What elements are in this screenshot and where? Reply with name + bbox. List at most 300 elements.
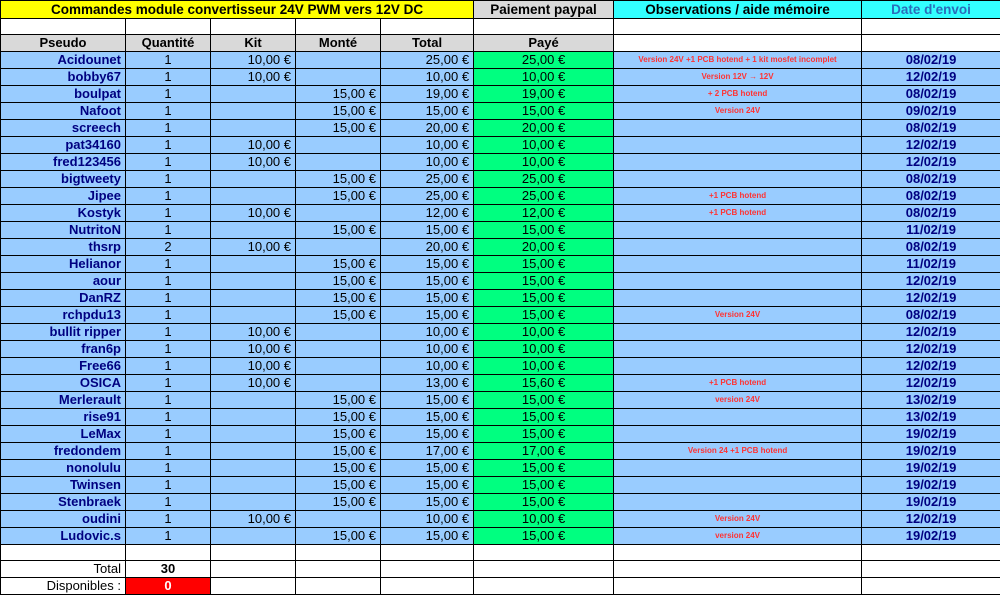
kit-cell[interactable]: [211, 103, 296, 120]
pseudo-cell[interactable]: Jipee: [1, 188, 126, 205]
monte-cell[interactable]: [296, 154, 381, 171]
total-cell[interactable]: 15,00 €: [381, 103, 474, 120]
col-observations-blank[interactable]: [614, 35, 862, 52]
pseudo-cell[interactable]: DanRZ: [1, 290, 126, 307]
observation-cell[interactable]: version 24V: [614, 528, 862, 545]
kit-cell[interactable]: [211, 86, 296, 103]
pseudo-cell[interactable]: Ludovic.s: [1, 528, 126, 545]
paid-cell[interactable]: 20,00 €: [474, 239, 614, 256]
total-cell[interactable]: 15,00 €: [381, 222, 474, 239]
table-row: [1, 256, 1000, 273]
kit-cell[interactable]: [211, 392, 296, 409]
kit-cell[interactable]: 10,00 €: [211, 511, 296, 528]
table-row: [1, 188, 1000, 205]
date-cell[interactable]: 08/02/19: [862, 307, 1000, 324]
kit-cell[interactable]: 10,00 €: [211, 205, 296, 222]
blank-row: [1, 545, 1000, 561]
monte-cell[interactable]: 15,00 €: [296, 256, 381, 273]
quantity-cell[interactable]: 1: [126, 290, 211, 307]
table-row: [1, 392, 1000, 409]
observation-cell[interactable]: Version 12V → 12V: [614, 69, 862, 86]
pseudo-cell[interactable]: pat34160: [1, 137, 126, 154]
date-cell[interactable]: 12/02/19: [862, 154, 1000, 171]
paid-cell[interactable]: 19,00 €: [474, 86, 614, 103]
date-cell[interactable]: 08/02/19: [862, 120, 1000, 137]
quantity-cell[interactable]: 1: [126, 205, 211, 222]
paid-cell[interactable]: 15,00 €: [474, 103, 614, 120]
date-cell[interactable]: 08/02/19: [862, 188, 1000, 205]
observation-cell[interactable]: Version 24V: [614, 103, 862, 120]
table-row: [1, 443, 1000, 460]
total-cell[interactable]: 12,00 €: [381, 205, 474, 222]
total-cell[interactable]: 15,00 €: [381, 477, 474, 494]
sheet-title[interactable]: Commandes module convertisseur 24V PWM vers 12V DC: [1, 1, 474, 19]
empty-cell[interactable]: [381, 561, 474, 578]
date-cell[interactable]: 12/02/19: [862, 324, 1000, 341]
total-cell[interactable]: 15,00 €: [381, 528, 474, 545]
quantity-cell[interactable]: 1: [126, 52, 211, 69]
observation-cell[interactable]: [614, 154, 862, 171]
paid-cell[interactable]: 10,00 €: [474, 137, 614, 154]
quantity-cell[interactable]: 1: [126, 86, 211, 103]
paid-cell[interactable]: 25,00 €: [474, 52, 614, 69]
date-cell[interactable]: 12/02/19: [862, 511, 1000, 528]
col-total[interactable]: Total: [381, 35, 474, 52]
table-row: [1, 52, 1000, 69]
quantity-cell[interactable]: 1: [126, 307, 211, 324]
available-value[interactable]: 0: [126, 578, 211, 595]
pseudo-cell[interactable]: thsrp: [1, 239, 126, 256]
observation-cell[interactable]: Version 24V: [614, 307, 862, 324]
kit-cell[interactable]: [211, 528, 296, 545]
kit-cell[interactable]: [211, 120, 296, 137]
pseudo-cell[interactable]: boulpat: [1, 86, 126, 103]
paid-cell[interactable]: 10,00 €: [474, 511, 614, 528]
empty-cell[interactable]: [296, 561, 381, 578]
paid-cell[interactable]: 15,60 €: [474, 375, 614, 392]
kit-cell[interactable]: 10,00 €: [211, 52, 296, 69]
empty-cell[interactable]: [862, 561, 1000, 578]
quantity-cell[interactable]: 1: [126, 511, 211, 528]
observation-cell[interactable]: [614, 137, 862, 154]
kit-cell[interactable]: 10,00 €: [211, 358, 296, 375]
table-row: [1, 511, 1000, 528]
date-cell[interactable]: 12/02/19: [862, 341, 1000, 358]
monte-cell[interactable]: 15,00 €: [296, 222, 381, 239]
quantity-cell[interactable]: 1: [126, 222, 211, 239]
date-cell[interactable]: 11/02/19: [862, 256, 1000, 273]
total-cell[interactable]: 10,00 €: [381, 324, 474, 341]
kit-cell[interactable]: 10,00 €: [211, 137, 296, 154]
kit-cell[interactable]: [211, 443, 296, 460]
monte-cell[interactable]: [296, 69, 381, 86]
monte-cell[interactable]: 15,00 €: [296, 171, 381, 188]
observation-cell[interactable]: [614, 290, 862, 307]
col-monte[interactable]: Monté: [296, 35, 381, 52]
col-pseudo[interactable]: Pseudo: [1, 35, 126, 52]
monte-cell[interactable]: [296, 375, 381, 392]
pseudo-cell[interactable]: oudini: [1, 511, 126, 528]
quantity-cell[interactable]: 1: [126, 154, 211, 171]
quantity-cell[interactable]: 1: [126, 392, 211, 409]
pseudo-cell[interactable]: fredondem: [1, 443, 126, 460]
empty-cell[interactable]: [381, 545, 474, 561]
pseudo-cell[interactable]: Helianor: [1, 256, 126, 273]
kit-cell[interactable]: [211, 409, 296, 426]
quantity-cell[interactable]: 1: [126, 494, 211, 511]
monte-cell[interactable]: 15,00 €: [296, 307, 381, 324]
pseudo-cell[interactable]: aour: [1, 273, 126, 290]
observation-cell[interactable]: [614, 358, 862, 375]
quantity-cell[interactable]: 1: [126, 137, 211, 154]
pseudo-cell[interactable]: rise91: [1, 409, 126, 426]
total-cell[interactable]: 15,00 €: [381, 392, 474, 409]
total-cell[interactable]: 15,00 €: [381, 409, 474, 426]
date-cell[interactable]: 12/02/19: [862, 375, 1000, 392]
date-cell[interactable]: 08/02/19: [862, 239, 1000, 256]
observation-cell[interactable]: [614, 460, 862, 477]
kit-cell[interactable]: [211, 307, 296, 324]
paid-cell[interactable]: 10,00 €: [474, 154, 614, 171]
table-row: [1, 137, 1000, 154]
pseudo-cell[interactable]: Acidounet: [1, 52, 126, 69]
col-quantite[interactable]: Quantité: [126, 35, 211, 52]
quantity-cell[interactable]: 1: [126, 188, 211, 205]
monte-cell[interactable]: 15,00 €: [296, 494, 381, 511]
empty-cell[interactable]: [614, 561, 862, 578]
observation-cell[interactable]: [614, 494, 862, 511]
monte-cell[interactable]: [296, 205, 381, 222]
table-row: [1, 426, 1000, 443]
pseudo-cell[interactable]: NutritoN: [1, 222, 126, 239]
observation-cell[interactable]: Version 24V +1 PCB hotend + 1 kit mosfet incomplet: [614, 52, 862, 69]
empty-cell[interactable]: [381, 578, 474, 595]
date-cell[interactable]: 13/02/19: [862, 392, 1000, 409]
empty-cell[interactable]: [474, 561, 614, 578]
paid-cell[interactable]: 15,00 €: [474, 494, 614, 511]
available-row: [1, 578, 1000, 595]
observation-cell[interactable]: version 24V: [614, 392, 862, 409]
observation-cell[interactable]: [614, 120, 862, 137]
date-cell[interactable]: 08/02/19: [862, 86, 1000, 103]
pseudo-cell[interactable]: nonolulu: [1, 460, 126, 477]
observation-cell[interactable]: [614, 256, 862, 273]
paid-cell[interactable]: 20,00 €: [474, 120, 614, 137]
col-paye[interactable]: Payé: [474, 35, 614, 52]
kit-cell[interactable]: [211, 290, 296, 307]
pseudo-cell[interactable]: bullit ripper: [1, 324, 126, 341]
monte-cell[interactable]: 15,00 €: [296, 426, 381, 443]
empty-cell[interactable]: [1, 19, 126, 35]
pseudo-cell[interactable]: bigtweety: [1, 171, 126, 188]
empty-cell[interactable]: [474, 19, 614, 35]
date-cell[interactable]: 08/02/19: [862, 171, 1000, 188]
pseudo-cell[interactable]: screech: [1, 120, 126, 137]
quantity-cell[interactable]: 1: [126, 358, 211, 375]
quantity-cell[interactable]: 1: [126, 120, 211, 137]
total-cell[interactable]: 19,00 €: [381, 86, 474, 103]
date-cell[interactable]: 08/02/19: [862, 205, 1000, 222]
empty-cell[interactable]: [211, 578, 296, 595]
observation-cell[interactable]: [614, 341, 862, 358]
observation-cell[interactable]: + 2 PCB hotend: [614, 86, 862, 103]
total-label[interactable]: Total: [1, 561, 126, 578]
pseudo-cell[interactable]: OSICA: [1, 375, 126, 392]
total-cell[interactable]: 10,00 €: [381, 69, 474, 86]
table-row: [1, 324, 1000, 341]
total-cell[interactable]: 15,00 €: [381, 256, 474, 273]
table-row: [1, 222, 1000, 239]
empty-cell[interactable]: [862, 578, 1000, 595]
total-cell[interactable]: 10,00 €: [381, 511, 474, 528]
pseudo-cell[interactable]: fran6p: [1, 341, 126, 358]
date-cell[interactable]: 12/02/19: [862, 358, 1000, 375]
total-cell[interactable]: 15,00 €: [381, 307, 474, 324]
kit-cell[interactable]: 10,00 €: [211, 341, 296, 358]
empty-cell[interactable]: [211, 545, 296, 561]
empty-cell[interactable]: [211, 561, 296, 578]
quantity-cell[interactable]: 1: [126, 460, 211, 477]
pseudo-cell[interactable]: bobby67: [1, 69, 126, 86]
total-cell[interactable]: 25,00 €: [381, 188, 474, 205]
monte-cell[interactable]: 15,00 €: [296, 86, 381, 103]
column-header-row: [1, 35, 1000, 52]
total-cell[interactable]: 10,00 €: [381, 154, 474, 171]
monte-cell[interactable]: 15,00 €: [296, 120, 381, 137]
empty-cell[interactable]: [614, 578, 862, 595]
empty-cell[interactable]: [126, 545, 211, 561]
total-cell[interactable]: 20,00 €: [381, 120, 474, 137]
empty-cell[interactable]: [296, 545, 381, 561]
monte-cell[interactable]: 15,00 €: [296, 409, 381, 426]
date-cell[interactable]: 19/02/19: [862, 426, 1000, 443]
quantity-cell[interactable]: 1: [126, 443, 211, 460]
table-row: [1, 290, 1000, 307]
kit-cell[interactable]: [211, 426, 296, 443]
monte-cell[interactable]: [296, 137, 381, 154]
col-date-blank[interactable]: [862, 35, 1000, 52]
total-cell[interactable]: 15,00 €: [381, 494, 474, 511]
observation-cell[interactable]: Version 24 +1 PCB hotend: [614, 443, 862, 460]
observation-cell[interactable]: +1 PCB hotend: [614, 205, 862, 222]
empty-cell[interactable]: [296, 578, 381, 595]
monte-cell[interactable]: 15,00 €: [296, 103, 381, 120]
empty-cell[interactable]: [862, 545, 1000, 561]
paid-cell[interactable]: 15,00 €: [474, 290, 614, 307]
observation-cell[interactable]: [614, 273, 862, 290]
table-row: [1, 477, 1000, 494]
paid-cell[interactable]: 15,00 €: [474, 392, 614, 409]
empty-cell[interactable]: [474, 545, 614, 561]
blank-row: [1, 19, 1000, 35]
quantity-cell[interactable]: 1: [126, 103, 211, 120]
pseudo-cell[interactable]: rchpdu13: [1, 307, 126, 324]
monte-cell[interactable]: 15,00 €: [296, 392, 381, 409]
total-cell[interactable]: 10,00 €: [381, 137, 474, 154]
monte-cell[interactable]: 15,00 €: [296, 528, 381, 545]
table-row: [1, 273, 1000, 290]
date-cell[interactable]: 12/02/19: [862, 69, 1000, 86]
kit-cell[interactable]: 10,00 €: [211, 69, 296, 86]
date-cell[interactable]: 08/02/19: [862, 52, 1000, 69]
table-row: [1, 86, 1000, 103]
total-cell[interactable]: 25,00 €: [381, 171, 474, 188]
observation-cell[interactable]: [614, 409, 862, 426]
quantity-cell[interactable]: 2: [126, 239, 211, 256]
observation-cell[interactable]: [614, 239, 862, 256]
paid-cell[interactable]: 15,00 €: [474, 256, 614, 273]
kit-cell[interactable]: 10,00 €: [211, 375, 296, 392]
date-cell[interactable]: 19/02/19: [862, 494, 1000, 511]
paid-cell[interactable]: 15,00 €: [474, 222, 614, 239]
quantity-cell[interactable]: 1: [126, 477, 211, 494]
kit-cell[interactable]: [211, 494, 296, 511]
paid-cell[interactable]: 15,00 €: [474, 307, 614, 324]
monte-cell[interactable]: [296, 358, 381, 375]
table-row: [1, 120, 1000, 137]
col-kit[interactable]: Kit: [211, 35, 296, 52]
empty-cell[interactable]: [474, 578, 614, 595]
total-cell[interactable]: 10,00 €: [381, 341, 474, 358]
empty-cell[interactable]: [126, 19, 211, 35]
kit-cell[interactable]: [211, 171, 296, 188]
paid-cell[interactable]: 12,00 €: [474, 205, 614, 222]
total-cell[interactable]: 15,00 €: [381, 273, 474, 290]
observation-cell[interactable]: [614, 426, 862, 443]
monte-cell[interactable]: 15,00 €: [296, 477, 381, 494]
pseudo-cell[interactable]: LeMax: [1, 426, 126, 443]
quantity-cell[interactable]: 1: [126, 171, 211, 188]
empty-cell[interactable]: [296, 19, 381, 35]
observation-cell[interactable]: [614, 324, 862, 341]
monte-cell[interactable]: [296, 341, 381, 358]
observation-cell[interactable]: [614, 222, 862, 239]
date-cell[interactable]: 12/02/19: [862, 290, 1000, 307]
paid-cell[interactable]: 15,00 €: [474, 460, 614, 477]
total-cell[interactable]: 15,00 €: [381, 460, 474, 477]
date-cell[interactable]: 09/02/19: [862, 103, 1000, 120]
date-cell[interactable]: 11/02/19: [862, 222, 1000, 239]
quantity-cell[interactable]: 1: [126, 69, 211, 86]
empty-cell[interactable]: [1, 545, 126, 561]
total-cell[interactable]: 25,00 €: [381, 52, 474, 69]
empty-cell[interactable]: [614, 545, 862, 561]
paid-cell[interactable]: 15,00 €: [474, 273, 614, 290]
quantity-cell[interactable]: 1: [126, 341, 211, 358]
monte-cell[interactable]: 15,00 €: [296, 460, 381, 477]
kit-cell[interactable]: [211, 477, 296, 494]
quantity-cell[interactable]: 1: [126, 324, 211, 341]
paid-cell[interactable]: 25,00 €: [474, 188, 614, 205]
observation-cell[interactable]: Version 24V: [614, 511, 862, 528]
observation-cell[interactable]: +1 PCB hotend: [614, 375, 862, 392]
total-cell[interactable]: 15,00 €: [381, 290, 474, 307]
pseudo-cell[interactable]: Stenbraek: [1, 494, 126, 511]
date-header[interactable]: Date d'envoi: [862, 1, 1000, 19]
observations-header[interactable]: Observations / aide mémoire: [614, 1, 862, 19]
paid-cell[interactable]: 25,00 €: [474, 171, 614, 188]
date-cell[interactable]: 12/02/19: [862, 137, 1000, 154]
paid-cell[interactable]: 15,00 €: [474, 528, 614, 545]
paid-cell[interactable]: 15,00 €: [474, 409, 614, 426]
payment-header[interactable]: Paiement paypal: [474, 1, 614, 19]
kit-cell[interactable]: [211, 256, 296, 273]
date-cell[interactable]: 13/02/19: [862, 409, 1000, 426]
monte-cell[interactable]: 15,00 €: [296, 290, 381, 307]
kit-cell[interactable]: 10,00 €: [211, 239, 296, 256]
date-cell[interactable]: 12/02/19: [862, 273, 1000, 290]
pseudo-cell[interactable]: Merlerault: [1, 392, 126, 409]
quantity-cell[interactable]: 1: [126, 273, 211, 290]
pseudo-cell[interactable]: Nafoot: [1, 103, 126, 120]
paid-cell[interactable]: 15,00 €: [474, 477, 614, 494]
title-row: [1, 1, 1000, 19]
quantity-cell[interactable]: 1: [126, 256, 211, 273]
date-cell[interactable]: 19/02/19: [862, 443, 1000, 460]
observation-cell[interactable]: [614, 171, 862, 188]
pseudo-cell[interactable]: fred123456: [1, 154, 126, 171]
empty-cell[interactable]: [381, 19, 474, 35]
paid-cell[interactable]: 10,00 €: [474, 341, 614, 358]
total-row: [1, 561, 1000, 578]
quantity-cell[interactable]: 1: [126, 528, 211, 545]
date-cell[interactable]: 19/02/19: [862, 528, 1000, 545]
paid-cell[interactable]: 17,00 €: [474, 443, 614, 460]
quantity-cell[interactable]: 1: [126, 409, 211, 426]
pseudo-cell[interactable]: Free66: [1, 358, 126, 375]
empty-cell[interactable]: [211, 19, 296, 35]
total-value[interactable]: 30: [126, 561, 211, 578]
total-cell[interactable]: 17,00 €: [381, 443, 474, 460]
kit-cell[interactable]: [211, 188, 296, 205]
table-row: [1, 528, 1000, 545]
monte-cell[interactable]: [296, 52, 381, 69]
observation-cell[interactable]: +1 PCB hotend: [614, 188, 862, 205]
monte-cell[interactable]: 15,00 €: [296, 443, 381, 460]
empty-cell[interactable]: [614, 19, 862, 35]
available-label[interactable]: Disponibles :: [1, 578, 126, 595]
kit-cell[interactable]: [211, 273, 296, 290]
monte-cell[interactable]: 15,00 €: [296, 273, 381, 290]
date-cell[interactable]: 19/02/19: [862, 460, 1000, 477]
kit-cell[interactable]: 10,00 €: [211, 154, 296, 171]
total-cell[interactable]: 13,00 €: [381, 375, 474, 392]
monte-cell[interactable]: [296, 511, 381, 528]
observation-cell[interactable]: [614, 477, 862, 494]
table-row: [1, 307, 1000, 324]
table-row: [1, 69, 1000, 86]
monte-cell[interactable]: [296, 239, 381, 256]
kit-cell[interactable]: [211, 460, 296, 477]
paid-cell[interactable]: 10,00 €: [474, 358, 614, 375]
paid-cell[interactable]: 15,00 €: [474, 426, 614, 443]
paid-cell[interactable]: 10,00 €: [474, 69, 614, 86]
total-cell[interactable]: 20,00 €: [381, 239, 474, 256]
empty-cell[interactable]: [862, 19, 1000, 35]
quantity-cell[interactable]: 1: [126, 375, 211, 392]
pseudo-cell[interactable]: Kostyk: [1, 205, 126, 222]
total-cell[interactable]: 15,00 €: [381, 426, 474, 443]
monte-cell[interactable]: [296, 324, 381, 341]
paid-cell[interactable]: 10,00 €: [474, 324, 614, 341]
date-cell[interactable]: 19/02/19: [862, 477, 1000, 494]
kit-cell[interactable]: [211, 222, 296, 239]
quantity-cell[interactable]: 1: [126, 426, 211, 443]
kit-cell[interactable]: 10,00 €: [211, 324, 296, 341]
total-cell[interactable]: 10,00 €: [381, 358, 474, 375]
monte-cell[interactable]: 15,00 €: [296, 188, 381, 205]
pseudo-cell[interactable]: Twinsen: [1, 477, 126, 494]
